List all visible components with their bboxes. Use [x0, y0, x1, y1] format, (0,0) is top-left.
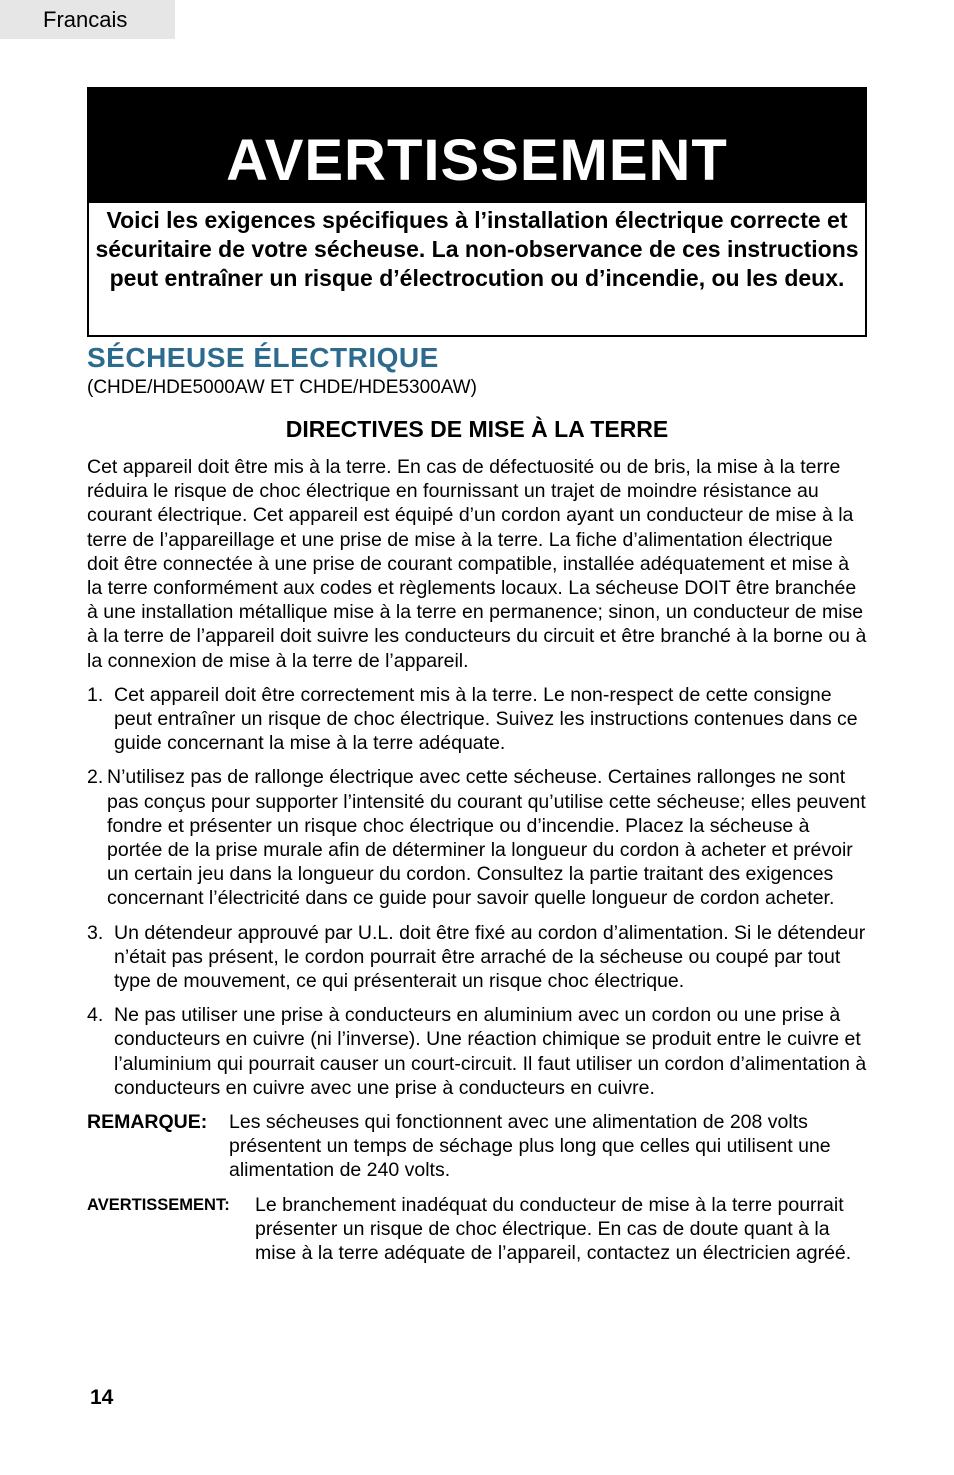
item-text: N’utilisez pas de rallonge électrique avec cette sécheuse. Certaines rallonges ne sont pas conçus pour supporter l’intensité du courant qu’utilise cette sécheuse; elles peuvent fondre et présenter un risque choc électrique ou d’incendie. Placez la sécheuse à portée de la prise murale afin de déterminer la longueur du cordon à acheter et prévoir un certain jeu dans la longueur du cordon. Consultez la partie traitant des exigences concernant l’électricité dans ce guide pour savoir quelle longueur de cordon acheter.	[107, 766, 866, 910]
note-text: Les sécheuses qui fonctionnent avec une alimentation de 208 volts présentent un temps de séchage plus long que celles qui utilisent une alimentation de 240 volts.	[229, 1111, 831, 1182]
section-title: SÉCHEUSE ÉLECTRIQUE	[87, 342, 439, 373]
item-number: 2.	[87, 766, 104, 789]
warning-text: Voici les exigences spécifiques à l’installation électrique correcte et sécuritaire de votre sécheuse. La non-observance de ces instructions peut entraîner un risque d’électrocution ou d’incendie, ou les deux.	[95, 207, 859, 291]
model-numbers: (CHDE/HDE5000AW ET CHDE/HDE5300AW)	[87, 377, 477, 398]
item-text: Ne pas utiliser une prise à conducteurs en aluminium avec un cordon ou une prise à conducteurs en cuivre (ni l’inverse). Une réaction chimique se produit entre le cuivre et l’aluminium qui pourrait causer un court-circuit. Il faut utiliser un cordon d’alimentation à conducteurs en cuivre avec une prise à conducteurs en cuivre.	[114, 1004, 867, 1099]
list-item	[87, 765, 869, 910]
page-number: 14	[90, 1386, 114, 1409]
list-item	[87, 683, 869, 756]
warning-heading: AVERTISSEMENT	[89, 89, 865, 203]
note-label: REMARQUE:	[87, 1111, 208, 1134]
warning-box	[87, 87, 867, 337]
note-text: Le branchement inadéquat du conducteur de mise à la terre pourrait présenter un risque de choc électrique. En cas de doute quant à la mise à la terre adéquate de l’appareil, contactez un électricien agréé.	[255, 1193, 852, 1265]
content	[87, 455, 869, 1265]
item-number: 3.	[87, 921, 104, 944]
list-item	[87, 1003, 869, 1100]
language-tab: Francais	[0, 0, 175, 39]
item-text: Un détendeur approuvé par U.L. doit être fixé au cordon d’alimentation. Si le détendeur n’était pas présent, le cordon pourrait être arraché de la sécheuse ou coupé par tout type de mouvement, ce qui présenterait un risque choc électrique.	[114, 921, 866, 993]
item-number: 4.	[87, 1004, 104, 1027]
note-avertissement	[87, 1193, 869, 1266]
item-text: Cet appareil doit être correctement mis à la terre. Le non-respect de cette consigne peut entraîner un risque de choc électrique. Suivez les instructions contenues dans ce guide concernant la mise à la terre adéquate.	[114, 683, 858, 755]
item-number: 1.	[87, 683, 104, 706]
note-remarque	[87, 1110, 869, 1183]
note-label: AVERTISSEMENT:	[87, 1195, 230, 1214]
subsection-title: DIRECTIVES DE MISE À LA TERRE	[285, 416, 669, 442]
intro-paragraph: Cet appareil doit être mis à la terre. En cas de défectuosité ou de bris, la mise à la terre réduira le risque de choc électrique en fournissant un trajet de moindre résistance au courant électrique. Cet appareil est équipé d’un cordon ayant un conducteur de mise à la terre de l’appareillage et une prise de mise à la terre. La fiche d’alimentation électrique doit être connectée à une prise de courant compatible, installée adéquatement et mise à la terre conformément aux codes et règlements locaux. La sécheuse DOIT être branchée à une installation métallique mise à la terre en permanence; sinon, un conducteur de mise à la terre de l’appareil doit suivre les conducteurs du circuit et être branché à la borne ou à la connexion de mise à la terre de l’appareil.	[87, 456, 867, 672]
list-item	[87, 921, 869, 994]
